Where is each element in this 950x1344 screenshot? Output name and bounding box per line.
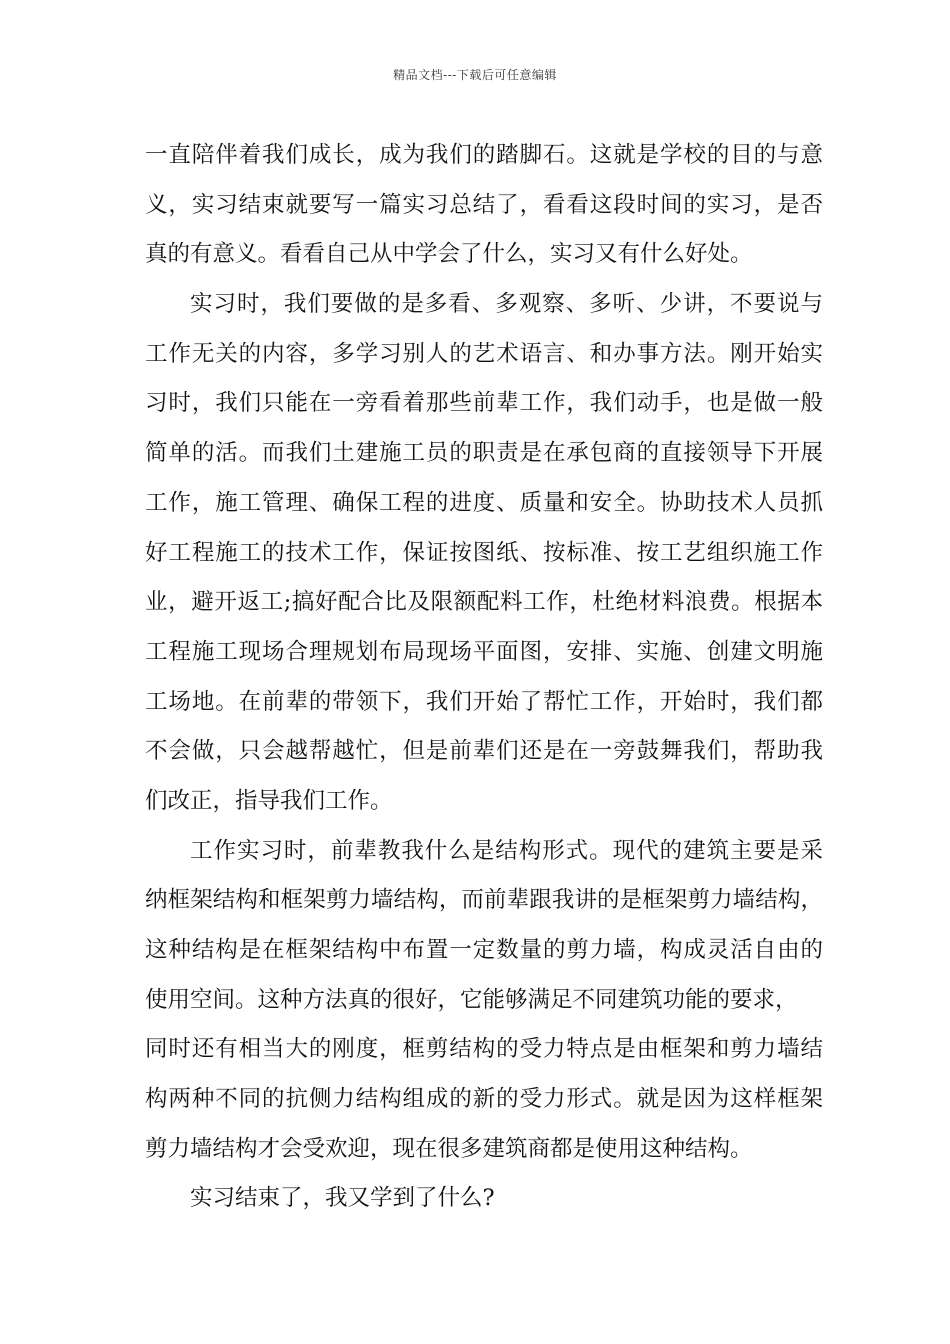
text-line: 真的有意义。看看自己从中学会了什么，实习又有什么好处。 <box>145 241 753 268</box>
text-line: 工作，施工管理、确保工程的进度、质量和安全。协助技术人员抓 <box>145 489 823 516</box>
page-header: 精品文档---下载后可任意编辑 <box>393 68 557 82</box>
text-line: 不会做，只会越帮越忙，但是前辈们还是在一旁鼓舞我们，帮助我 <box>145 738 823 765</box>
text-line: 构两种不同的抗侧力结构组成的新的受力形式。就是因为这样框架 <box>145 1086 823 1113</box>
text-line: 们改正，指导我们工作。 <box>145 787 393 814</box>
text-line: 好工程施工的技术工作，保证按图纸、按标准、按工艺组织施工作 <box>145 539 823 566</box>
text-line: 习时，我们只能在一旁看着那些前辈工作，我们动手，也是做一般 <box>145 390 823 417</box>
text-line: 工场地。在前辈的带领下，我们开始了帮忙工作，开始时，我们都 <box>145 688 823 715</box>
text-line: 业，避开返工;搞好配合比及限额配料工作，杜绝材料浪费。根据本 <box>145 589 823 616</box>
text-line: 纳框架结构和框架剪力墙结构，而前辈跟我讲的是框架剪力墙结构， <box>145 887 823 914</box>
text-line: 使用空间。这种方法真的很好，它能够满足不同建筑功能的要求， <box>145 986 798 1013</box>
text-line: 同时还有相当大的刚度，框剪结构的受力特点是由框架和剪力墙结 <box>145 1036 823 1063</box>
text-line: 简单的活。而我们土建施工员的职责是在承包商的直接领导下开展 <box>145 440 823 467</box>
text-line: 工作实习时，前辈教我什么是结构形式。现代的建筑主要是采 <box>190 837 823 864</box>
text-line: 工程施工现场合理规划布局现场平面图，安排、实施、创建文明施 <box>145 638 823 665</box>
text-line: 一直陪伴着我们成长，成为我们的踏脚石。这就是学校的目的与意 <box>145 142 823 168</box>
text-line: 实习时，我们要做的是多看、多观察、多听、少讲，不要说与 <box>190 291 823 318</box>
body-text <box>145 131 823 1224</box>
text-line: 义，实习结束就要写一篇实习总结了，看看这段时间的实习，是否 <box>145 191 823 218</box>
text-line: 剪力墙结构才会受欢迎，现在很多建筑商都是使用这种结构。 <box>145 1135 753 1162</box>
text-line: 这种结构是在框架结构中布置一定数量的剪力墙，构成灵活自由的 <box>145 937 823 963</box>
text-line: 工作无关的内容，多学习别人的艺术语言、和办事方法。刚开始实 <box>145 340 823 367</box>
text-line: 实习结束了，我又学到了什么? <box>190 1185 495 1212</box>
